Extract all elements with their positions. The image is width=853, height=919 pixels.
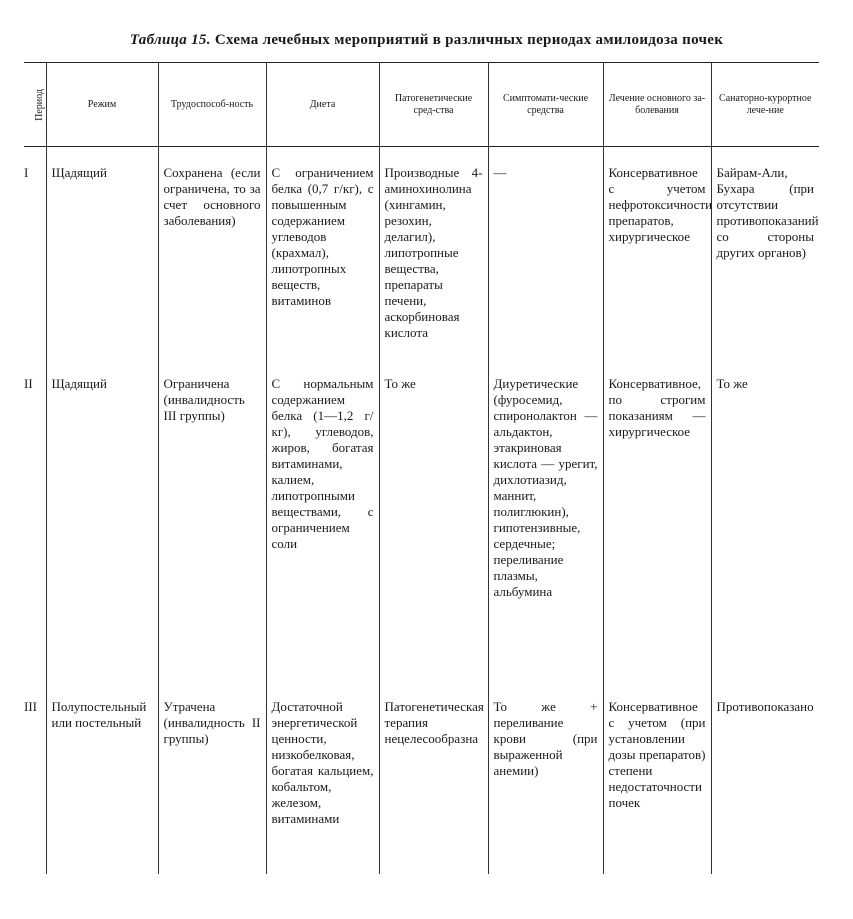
table-row (24, 693, 819, 874)
header-row (24, 63, 819, 147)
caption-title: Схема лечебных мероприятий в различных периодах амилоидоза почек (214, 32, 724, 48)
table-row (24, 147, 819, 371)
header-symptomatic: Симптомати-ческие средства (488, 63, 603, 147)
cell-work-capacity: Утрачена (инвалидность II группы) (158, 693, 266, 874)
cell-pathogenetic: Производные 4-аминохинолина (хингамин, резохин, делагил), липотропные вещества, препараты печени, аскорбиновая кислота (379, 147, 488, 371)
cell-period: I (24, 165, 29, 180)
cell-work-capacity: Сохранена (если ограничена, то за счет основного заболевания) (158, 147, 266, 371)
cell-period: II (24, 376, 33, 391)
cell-pathogenetic: То же (379, 370, 488, 693)
cell-symptomatic: Диуретические (фуросемид, спиронолактон — альдактон, этакриновая кислота — урегит, дихлотиазид, маннит, полиглюкин), гипотензивные, сердечные; переливание плазмы, альбумина (488, 370, 603, 693)
header-period: Период (24, 63, 46, 147)
cell-work-capacity: Ограничена (инвалидность III группы) (158, 370, 266, 693)
cell-regime: Щадящий (46, 147, 158, 371)
header-main-disease: Лечение основного за-болевания (603, 63, 711, 147)
cell-regime: Щадящий (46, 370, 158, 693)
cell-main-disease: Консервативное с учетом нефротоксичности препаратов, хирургическое (603, 147, 711, 371)
header-regime: Режим (46, 63, 158, 147)
cell-sanatorium: Противопоказано (711, 693, 819, 874)
cell-symptomatic: — (488, 147, 603, 371)
cell-diet: С нормальным содержанием белка (1—1,2 г/кг), углеводов, жиров, богатая витаминами, калием, липотропными веществами, с ограничением соли (266, 370, 379, 693)
cell-main-disease: Консервативное с учетом (при установлении дозы препаратов) степени недостаточности почек (603, 693, 711, 874)
cell-regime: Полупостельный или постельный (46, 693, 158, 874)
header-sanatorium: Санаторно-курортное лече-ние (711, 63, 819, 147)
cell-period: III (24, 699, 37, 714)
table-caption (0, 32, 853, 49)
caption-label: Таблица 15. (129, 32, 211, 48)
header-work-capacity: Трудоспособ-ность (158, 63, 266, 147)
cell-diet: Достаточной энергетической ценности, низкобелковая, богатая кальцием, кобальтом, железом, витаминами (266, 693, 379, 874)
cell-diet: С ограничением белка (0,7 г/кг), с повышенным содержанием углеводов (крахмал), липотропных веществ, витаминов (266, 147, 379, 371)
header-pathogenetic: Патогенетические сред-ства (379, 63, 488, 147)
cell-pathogenetic: Патогенетическая терапия нецелесообразна (379, 693, 488, 874)
treatment-table (24, 62, 819, 874)
cell-sanatorium: Байрам-Али, Бухара (при отсутствии противопоказаний со стороны других органов) (711, 147, 819, 371)
table-row (24, 370, 819, 693)
cell-main-disease: Консервативное, по строгим показаниям — хирургическое (603, 370, 711, 693)
cell-symptomatic: То же + переливание крови (при выраженной анемии) (488, 693, 603, 874)
cell-sanatorium: То же (711, 370, 819, 693)
header-diet: Диета (266, 63, 379, 147)
